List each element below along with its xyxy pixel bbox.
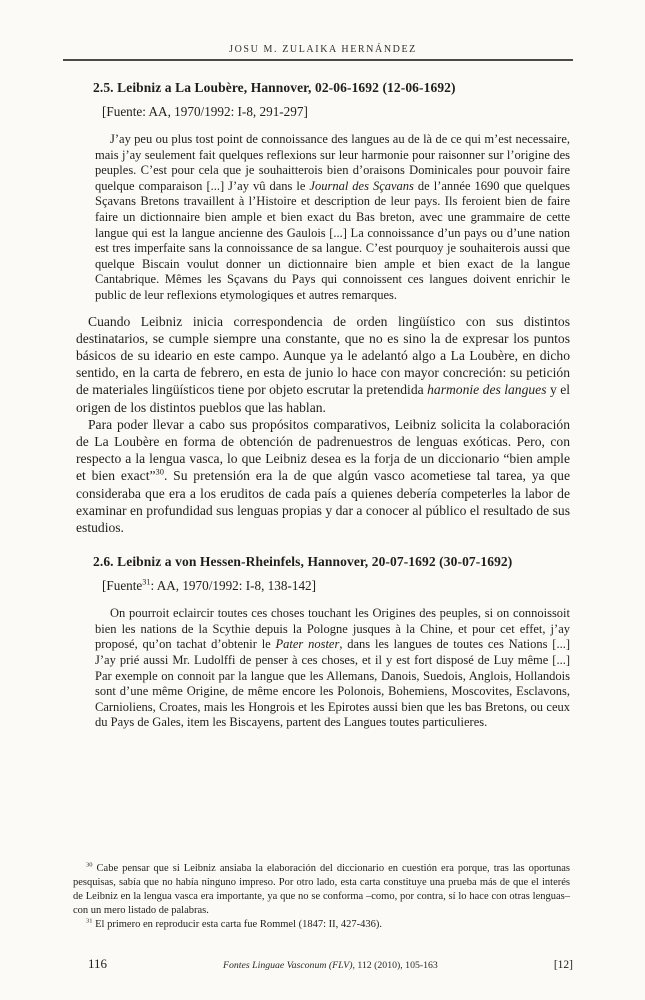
paragraph-text: . Su pretensión era la de que algún vasco acometiese tal tarea, ya que consideraba que era a los eruditos de cada país a quienes debería competerles la labor de examinar en profundidad sus lenguas propias y dar a conocer al público el resultado de sus estudios. [76, 468, 570, 535]
header-rule [63, 59, 573, 61]
page-number: 116 [88, 956, 108, 971]
footnote-31-text: El primero en reproducir esta carta fue Rommel (1847: II, 427-436). [92, 919, 383, 930]
footnote-31-reference: 31 [142, 577, 151, 587]
commentary-paragraph-1 [76, 313, 570, 416]
quote-text: de l’année 1690 que quelques Sçavans Bretons travaillent à l’Histoire et description de leur pays. Ils feroient bien de faire faire un dictionnaire bien ample et bien exact du Bas breton, avec une grammaire de cette langue qui est la langue ancienne des Gaulois [...] La connoissance d’un pays ou d’une nation est tres imperfaite sans la connoissance de sa langue. C’est pourquoy je souhaiterois aussi que quelque Biscain voulut donner un dictionnaire bien ample et bien exact de la langue Cantabrique. Mêmes les Sçavans du Pays qui connoissent ces langues doivent enrichir le public de leur reflexions etymologiques et autres remarques. [95, 178, 570, 302]
journal-citation [107, 960, 554, 971]
author-name: JOSU M. ZULAIKA HERNÁNDEZ [229, 44, 417, 55]
footnote-30 [73, 862, 570, 918]
commentary-paragraph-2 [76, 416, 570, 536]
paragraph-text: Cuando Leibniz inicia correspondencia de orden lingüístico con sus distintos destinatarios, se cumple siempre una constante, que no es sino la de expresar los puntos básicos de su ideario en este campo. Aunque ya le adelantó algo a La Loubère, en dicho sentido, en la carta de febrero, en esta de junio lo hace con mayor concreción: su petición de materiales lingüísticos tiene por objeto escrutar la pretendida [76, 313, 570, 398]
running-header [76, 44, 570, 55]
page-footer [76, 956, 573, 972]
section-2-6-heading-text: 2.6. Leibniz a von Hessen-Rheinfels, Hannover, 20-07-1692 (30-07-1692) [93, 554, 513, 570]
footnote-31 [73, 918, 570, 932]
footnotes-block [73, 862, 570, 932]
page-content [76, 0, 570, 731]
blockquote-leibniz-hessen-rheinfels [95, 606, 570, 731]
quote-text: J’ay peu ou plus tost point de connoissance des langues au de là de ce qui m’est necessaire, mais j’ay seulement fait quelques reflexions sur leur harmonie pour raisonner sur l’origine des peuples. C’est pour cela que je souhaitterois bien d’oraisons Dominicales pour pouvoir faire quelque comparaison [...] J’ay vû dans le [95, 132, 570, 193]
section-2-6-source [76, 578, 570, 594]
footnote-31-number: 31 [86, 917, 93, 925]
paragraph-text: Para poder llevar a cabo sus propósitos comparativos, Leibniz solicita la colaboración de La Loubère en forma de obtención de padrenuestros de lenguas exóticas. Pero, con respecto a la lengua vasca, lo que Leibniz desea es la forja de un diccionario “bien ample et bien exact” [76, 416, 570, 484]
source-text: : AA, 1970/1992: I-8, 138-142] [150, 578, 317, 594]
blockquote-leibniz-la-loubere [95, 132, 570, 304]
source-text: [Fuente: AA, 1970/1992: I-8, 291-297] [102, 104, 308, 119]
quote-text: On pourroit eclaircir toutes ces choses touchant les Origines des peuples, si on connoissoit bien les nations de la Scythie depuis la Pologne jusques à la Chine, et pour cet effet, j’ay proposé, qu’on tachat d’obtenir le [95, 606, 570, 652]
journal-title-italic: Journal des Sçavans [309, 178, 414, 193]
section-2-6-heading [76, 554, 570, 570]
paragraph-text: y el origen de los distintos pueblos que las hablan. [76, 382, 570, 415]
footnote-30-reference: 30 [155, 466, 164, 477]
section-2-5-heading-text: 2.5. Leibniz a La Loubère, Hannover, 02-06-1692 (12-06-1692) [93, 80, 456, 95]
footnote-30-text: Cabe pensar que si Leibniz ansiaba la elaboración del diccionario en cuestión era porque, tras las oportunas pesquisas, sabía que no había ninguno impreso. Por otro lado, esta carta constituye una prueba más de que el interés de Leibniz en la lengua vasca era importante, ya que no se conforma –como, por contra, sí lo hace con otras lenguas– con un mero listado de palabras. [73, 863, 570, 916]
source-text: [Fuente [102, 578, 143, 594]
phrase-italic: harmonie des langues [427, 382, 547, 398]
section-2-5-source [76, 104, 570, 120]
footnote-30-number: 30 [86, 861, 93, 869]
sheet-number: [12] [553, 959, 573, 971]
pater-noster-italic: Pater noster [275, 637, 340, 652]
journal-issue: , 112 (2010), 105-163 [352, 960, 438, 971]
section-2-5-heading [76, 80, 570, 96]
journal-title: Fontes Linguae Vasconum (FLV) [223, 960, 353, 971]
quote-text: , dans les langues de toutes ces Nations [...] J’ay prié aussi Mr. Ludolffi de penser à ces choses, et il y est fort disposé de Luy même [...] Par exemple on connoit par la langue que les Allemans, Danois, Suedois, Anglois, Hollandois sont d’une même Origine, de même encore les Polonois, Bohemiens, Moscovites, Esclavons, Carnioliens, Croates, mais les Hongrois et les Epirotes aussi bien que les bas Bretons, ou ceux du Pays de Gales, item les Biscayens, partent des Langues toutes particulieres. [95, 637, 571, 730]
